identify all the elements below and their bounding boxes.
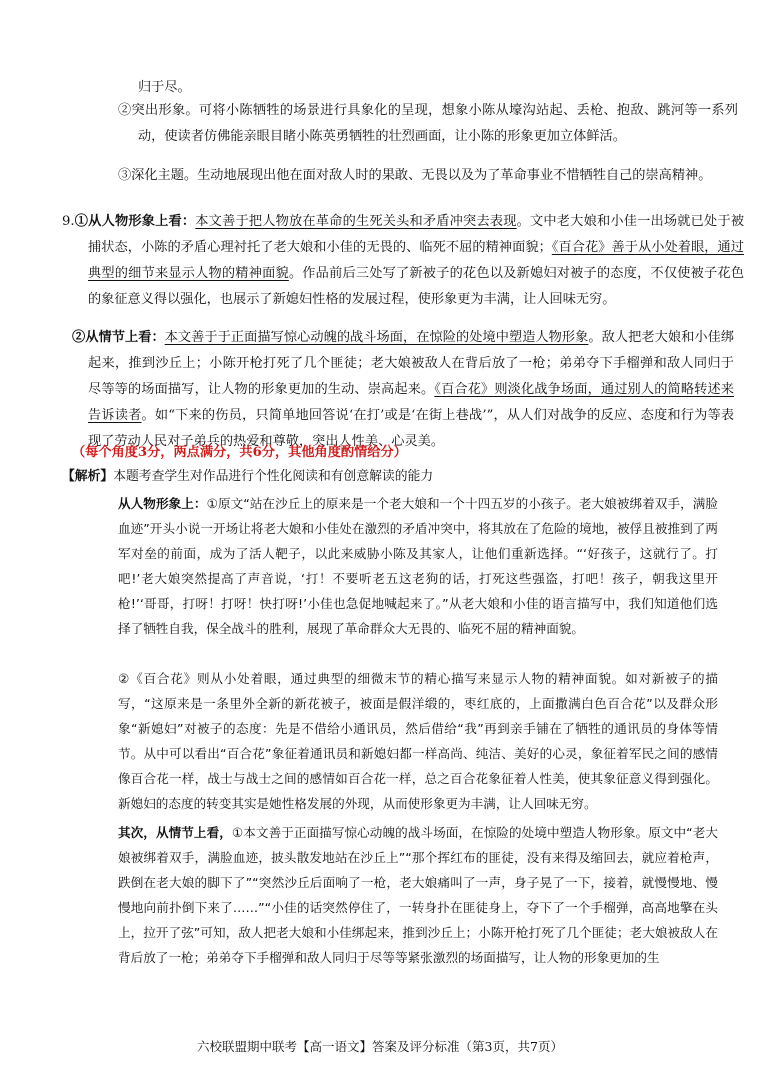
analysis-a1-lead: 从人物形象上： bbox=[118, 496, 207, 511]
page-footer: 六校联盟期中联考【高一语文】答案及评分标准（第3页，共7页） bbox=[197, 1039, 563, 1054]
q9-p1-underline-2: 《百合花》善于从小处着眼，通过典型的细节来显示人物的精神面貌 bbox=[88, 240, 744, 281]
q9-p2-underline-2: 《百合花》则淡化战争场面，通过别人的简略转述来告诉读者 bbox=[88, 382, 734, 423]
analysis-plot: 其次，从情节上看，①本文善于正面描写惊心动魄的战斗场面，在惊险的处境中塑造人物形象。原文中“老大娘被绑着双手，满脸血迹，披头散发地站在沙丘上”“那个挥红布的匪徒，没有来得及缩回去，就应着枪声，跌倒在老大娘的脚下了”“突然沙丘后面响了一枪，老大娘痛叫了一声，身子晃了一下，接着，就慢慢地、慢慢地向前扑倒下来了……”“小佳的话突然停住了，一转身扑在匪徒身上，夺下了一个手榴弹，高高地擎在头上，拉开了弦”可知，敌人把老大娘和小佳绑起来，推到沙丘上；小陈开枪打死了几个匪徒；老大娘被敌人在背后放了一枪；弟弟夺下手榴弹和敌人同归于尽等等紧张激烈的场面描写，让人物的形象更加的生 bbox=[118, 825, 719, 965]
q9-p2-lead: ②从情节上看： bbox=[72, 330, 165, 345]
item-2-highlight-image: ②突出形象。可将小陈牺牲的场景进行具象化的呈现，想象小陈从壕沟站起、丢枪、抱敌、跳河等一系列动，使读者仿佛能亲眼目睹小陈英勇牺牲的壮烈画面，让小陈的形象更加立体鲜活。 bbox=[118, 103, 738, 144]
question-number: 9. bbox=[62, 214, 75, 229]
analysis-intro: 【解析】本题考查学生对作品进行个性化阅读和有创意解读的能力 bbox=[62, 469, 434, 484]
analysis-a3-lead: 其次，从情节上看， bbox=[118, 825, 232, 840]
q9-p2-underline-1: 本文善于于正面描写惊心动魄的战斗场面，在惊险的处境中塑造人物形象 bbox=[164, 330, 589, 345]
analysis-tag: 【解析】 bbox=[62, 469, 114, 484]
q9-plot: ②从情节上看：本文善于于正面描写惊心动魄的战斗场面，在惊险的处境中塑造人物形象。敌人把老大娘和小佳绑起来，推到沙丘上；小陈开枪打死了几个匪徒；老大娘被敌人在背后放了一枪；弟弟夺下手榴弹和敌人同归于尽等等的场面描写，让人物的形象更加的生动、崇高起来。《百合花》则淡化战争场面，通过别人的简略转述来告诉读者。如“下来的伤员，只简单地回答说‘在打’或是‘在街上巷战’”，从人们对战争的反应、态度和行为等表现了劳动人民对子弟兵的热爱和尊敬，突出人性美、心灵美。 bbox=[72, 330, 735, 449]
scoring-note: （每个角度3分，两点满分，共6分，其他角度酌情给分） bbox=[72, 445, 407, 460]
q9-character-image: 9.①从人物形象上看：本文善于把人物放在革命的生死关头和矛盾冲突去表现。文中老大娘和小佳一出场就已处于被捕状态，小陈的矛盾心理衬托了老大娘和小佳的无畏的、临死不屈的精神面貌；《百合花》善于从小处着眼，通过典型的细节来显示人物的精神面貌。作品前后三处写了新被子的花色以及新媳妇对被子的态度，不仅使被子花色的象征意义得以强化，也展示了新媳妇性格的发展过程，使形象更为丰满，让人回味无穷。 bbox=[62, 214, 745, 307]
q9-p1-underline-1: 本文善于把人物放在革命的生死关头和矛盾冲突去表现 bbox=[195, 214, 517, 229]
item-1-end: 归于尽。 bbox=[138, 80, 191, 95]
q9-p1-lead: ①从人物形象上看： bbox=[74, 214, 196, 229]
item-3-deepen-theme: ③深化主题。生动地展现出他在面对敌人时的果敢、无畏以及为了革命事业不惜牺牲自己的崇高精神。 bbox=[118, 168, 712, 183]
analysis-character-2: ②《百合花》则从小处着眼，通过典型的细微末节的精心描写来显示人物的精神面貌。如对新被子的描写，“这原来是一条里外全新的新花被子，被面是假洋缎的，枣红底的，上面撒满白色百合花”以及群众形象“新媳妇”对被子的态度：先是不借给小通讯员，然后借给“我”再到亲手铺在了牺牲的通讯员的身体等情节。从中可以看出“百合花”象征着通讯员和新媳妇都一样高尚、纯洁、美好的心灵，象征着军民之间的感情像百合花一样，战士与战士之间的感情如百合花一样，总之百合花象征着人性美，使其象征意义得到强化。新媳妇的态度的转变其实是她性格发展的外现，从而使形象更为丰满，让人回味无穷。 bbox=[118, 671, 718, 811]
analysis-character-1: 从人物形象上：①原文“站在沙丘上的原来是一个老大娘和一个十四五岁的小孩子。老大娘被绑着双手，满脸血迹”开头小说一开场让将老大娘和小佳处在激烈的矛盾冲突中，将其放在了危险的境地，被俘且被推到了两军对垒的前面，成为了活人靶子，以此来威胁小陈及其家人，让他们重新选择。“‘好孩子，这就行了。打吧!’老大娘突然提高了声音说，‘打！不要听老五这老狗的话，打死这些强盗，打吧！孩子，朝我这里开枪!’‘哥哥，打呀！打呀！快打呀!’小佳也急促地喊起来了。”从老大娘和小佳的语言描写中，我们知道他们选择了牺牲自我，保全战斗的胜利，展现了革命群众大无畏的、临死不屈的精神面貌。 bbox=[118, 496, 718, 636]
